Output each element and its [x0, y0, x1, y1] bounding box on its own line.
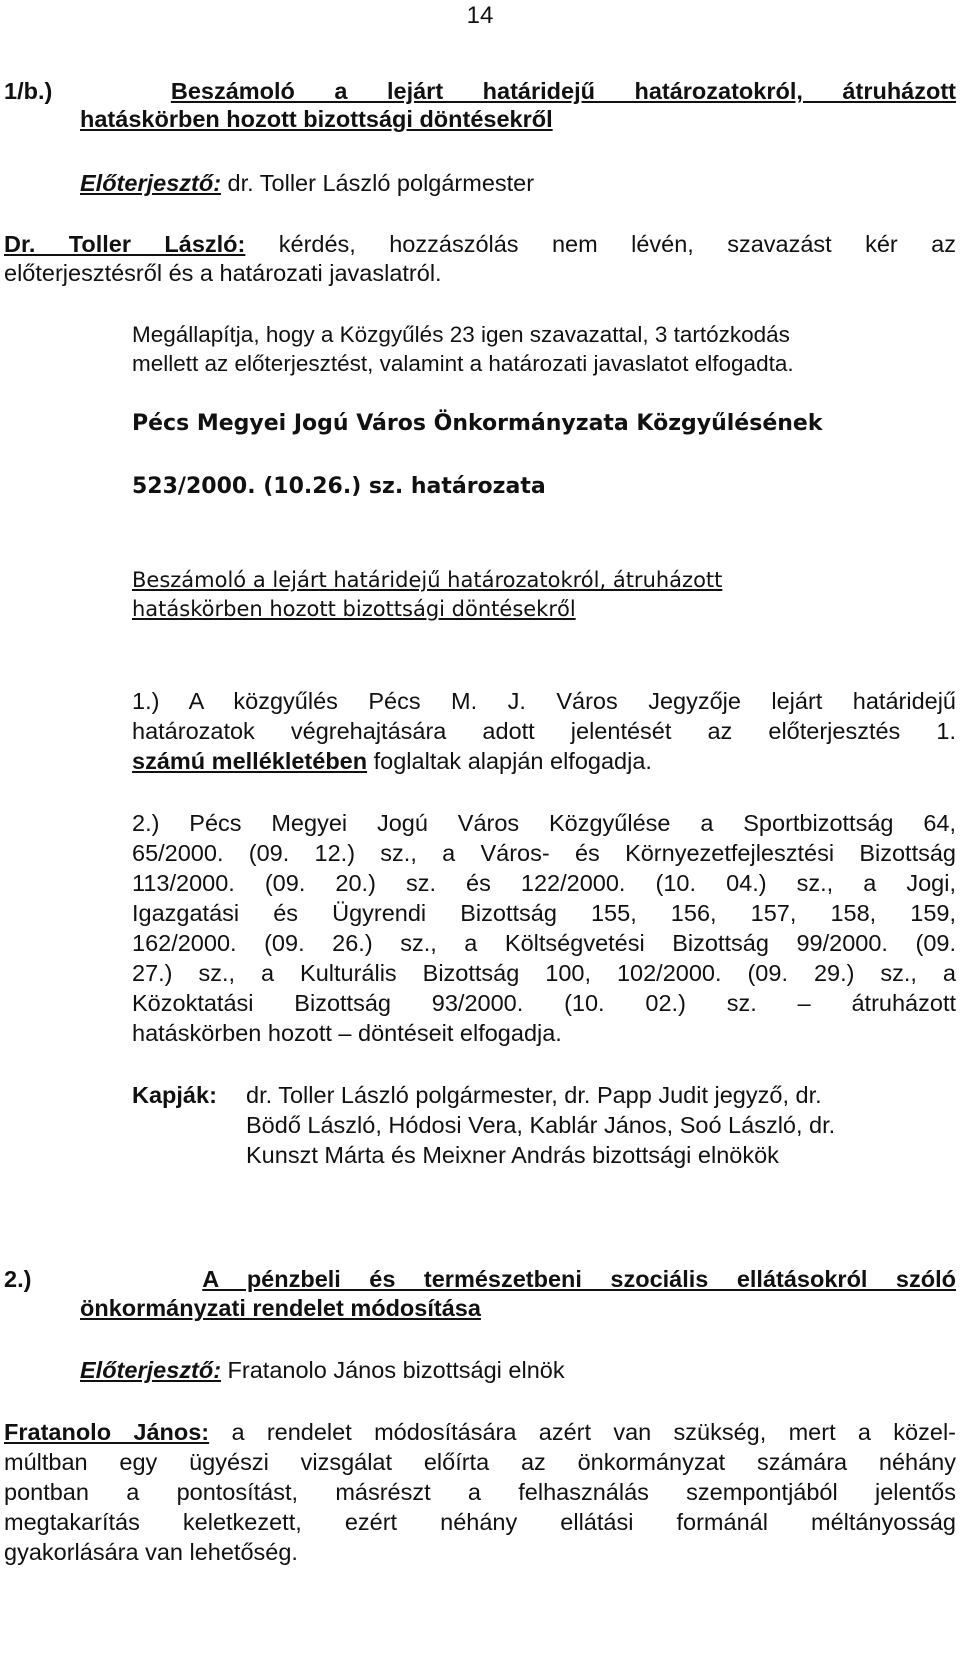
section2-speaker-line3: pontban a pontosítást, másrészt a felhasználás szempontjából jelentős — [4, 1479, 956, 1505]
section1-presenter — [80, 168, 956, 198]
resolution-subject-line2: hatáskörben hozott bizottsági döntésekről — [132, 597, 576, 621]
section1-speaker-line1: Dr. Toller László: kérdés, hozzászólás nem lévén, szavazást kér az — [4, 231, 956, 257]
point2-line3: 113/2000. (09. 20.) sz. és 122/2000. (10. 04.) sz., a Jogi, — [132, 870, 956, 896]
point2-line7: Közoktatási Bizottság 93/2000. (10. 02.) sz. – átruházott — [132, 990, 956, 1016]
point1-line3: számú mellékletében foglaltak alapján elfogadja. — [132, 748, 652, 774]
recipients-line1: dr. Toller László polgármester, dr. Papp Judit jegyző, dr. — [246, 1082, 822, 1108]
section1-title: Beszámoló a lejárt határidejű határozatokról, átruházott — [170, 78, 956, 104]
speaker-label: Dr. Toller László: — [4, 231, 246, 257]
point2-line2: 65/2000. (09. 12.) sz., a Város- és Környezetfejlesztési Bizottság — [132, 840, 956, 866]
section1-title-line2: hatáskörben hozott bizottsági döntésekről — [80, 106, 553, 132]
section2-title-line2: önkormányzati rendelet módosítása — [80, 1295, 481, 1321]
point2-line5: 162/2000. (09. 26.) sz., a Költségvetési Bizottság 99/2000. (09. — [132, 930, 956, 956]
resolution-body: Pécs Megyei Jogú Város Önkormányzata Közgyűlésének — [132, 411, 823, 436]
page-number: 14 — [466, 2, 494, 29]
section2-speaker-line2: múltban egy ügyészi vizsgálat előírta az önkormányzat számára néhány — [4, 1449, 956, 1475]
presenter-name: dr. Toller László polgármester — [221, 170, 535, 196]
section2-title: A pénzbeli és természetbeni szociális ellátásokról szóló — [202, 1266, 956, 1292]
point1-line1: 1.) A közgyűlés Pécs M. J. Város Jegyzője lejárt határidejű — [132, 688, 956, 714]
resolution-number: 523/2000. (10.26.) sz. határozata — [132, 474, 546, 499]
point2-line4: Igazgatási és Ügyrendi Bizottság 155, 156, 157, 158, 159, — [132, 900, 956, 926]
section2-presenter: Előterjesztő: Fratanolo János bizottsági elnök — [80, 1357, 565, 1383]
resolution-subject-line1: Beszámoló a lejárt határidejű határozatokról, átruházott — [132, 568, 723, 592]
attachment-ref: számú mellékletében — [132, 748, 368, 774]
section1-title-line1 — [4, 76, 956, 106]
recipients-label: Kapják: — [132, 1082, 217, 1108]
vote-line1: Megállapítja, hogy a Közgyűlés 23 igen szavazattal, 3 tartózkodás — [132, 322, 790, 347]
recipients-line2: Bödő László, Hódosi Vera, Kablár János, Soó László, dr. — [246, 1112, 836, 1138]
section1-number: 1/b.) — [4, 78, 53, 104]
recipients-line3: Kunszt Márta és Meixner András bizottsági elnökök — [246, 1142, 779, 1168]
section2-number: 2.) — [4, 1266, 32, 1292]
point2-line8: hatáskörben hozott – döntéseit elfogadja. — [132, 1020, 562, 1046]
point1-line2: határozatok végrehajtására adott jelentését az előterjesztés 1. — [132, 718, 956, 744]
section2-speaker-line5: gyakorlására van lehetőség. — [4, 1539, 298, 1565]
presenter-label: Előterjesztő: — [80, 170, 222, 196]
section2-speaker-line4: megtakarítás keletkezett, ezért néhány ellátási formánál méltányosság — [4, 1509, 956, 1535]
point2-line6: 27.) sz., a Kulturális Bizottság 100, 102/2000. (09. 29.) sz., a — [132, 960, 956, 986]
vote-line2: mellett az előterjesztést, valamint a határozati javaslatot elfogadta. — [132, 351, 794, 376]
section1-speaker-line2: előterjesztésről és a határozati javaslatról. — [4, 260, 442, 286]
point2-line1: 2.) Pécs Megyei Jogú Város Közgyűlése a Sportbizottság 64, — [132, 810, 956, 836]
section2-speaker-label: Fratanolo János: — [4, 1419, 210, 1445]
section2-speaker-line1: Fratanolo János: a rendelet módosítására azért van szükség, mert a közel- — [4, 1419, 956, 1445]
section2-title-line1 — [4, 1264, 956, 1294]
